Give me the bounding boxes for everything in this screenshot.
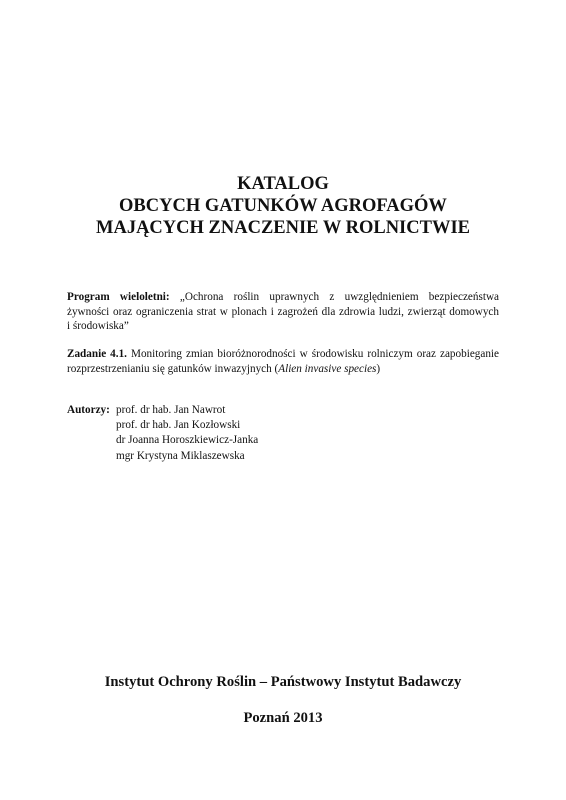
task-line-1 <box>67 347 499 362</box>
program-label: Program wieloletni: <box>67 291 170 303</box>
authors-label-spacer <box>67 433 116 448</box>
author-row <box>67 403 258 418</box>
task-text-2-italic: Alien invasive species <box>278 362 377 375</box>
author-name: dr Joanna Horoszkiewicz-Janka <box>116 434 259 447</box>
author-name: prof. dr hab. Jan Nawrot <box>116 404 226 416</box>
author-row <box>67 418 258 433</box>
place-year: Poznań 2013 <box>243 710 323 726</box>
program-text-1: „Ochrona roślin uprawnych z uwzględnieniem bezpieczeństwa <box>179 291 499 303</box>
author-name: prof. dr hab. Jan Kozłowski <box>116 419 241 432</box>
institute-name: Instytut Ochrony Roślin – Państwowy Instytut Badawczy <box>104 674 462 690</box>
title-line-2: OBCYCH GATUNKÓW AGROFAGÓW <box>119 196 447 216</box>
authors-list <box>67 403 258 464</box>
title-line-3: MAJĄCYCH ZNACZENIE W ROLNICTWIE <box>96 218 470 238</box>
task-paragraph <box>67 347 499 376</box>
authors-label-spacer <box>67 449 116 464</box>
task-text-1: Monitoring zmian bioróżnorodności w środowisku rolniczym oraz zapobieganie <box>131 348 500 360</box>
program-line-3: i środowiska” <box>67 320 129 333</box>
program-line-2: żywności oraz ograniczenia strat w plonach i zagrożeń dla zdrowia ludzi, zwierząt domowych <box>67 305 499 318</box>
program-line-1 <box>67 290 499 305</box>
task-label: Zadanie 4.1. <box>67 348 127 360</box>
catalog-title <box>0 173 566 239</box>
title-line-1: KATALOG <box>237 174 329 194</box>
author-row <box>67 449 258 464</box>
task-line-2 <box>67 362 499 377</box>
authors-label-spacer <box>67 418 116 433</box>
program-paragraph <box>67 290 499 334</box>
authors-label: Autorzy: <box>67 404 110 416</box>
task-text-2-prefix: rozprzestrzenianiu się gatunków inwazyjnych ( <box>67 362 279 375</box>
author-row <box>67 433 258 448</box>
task-text-2-suffix: ) <box>376 362 381 375</box>
author-name: mgr Krystyna Miklaszewska <box>116 449 245 462</box>
